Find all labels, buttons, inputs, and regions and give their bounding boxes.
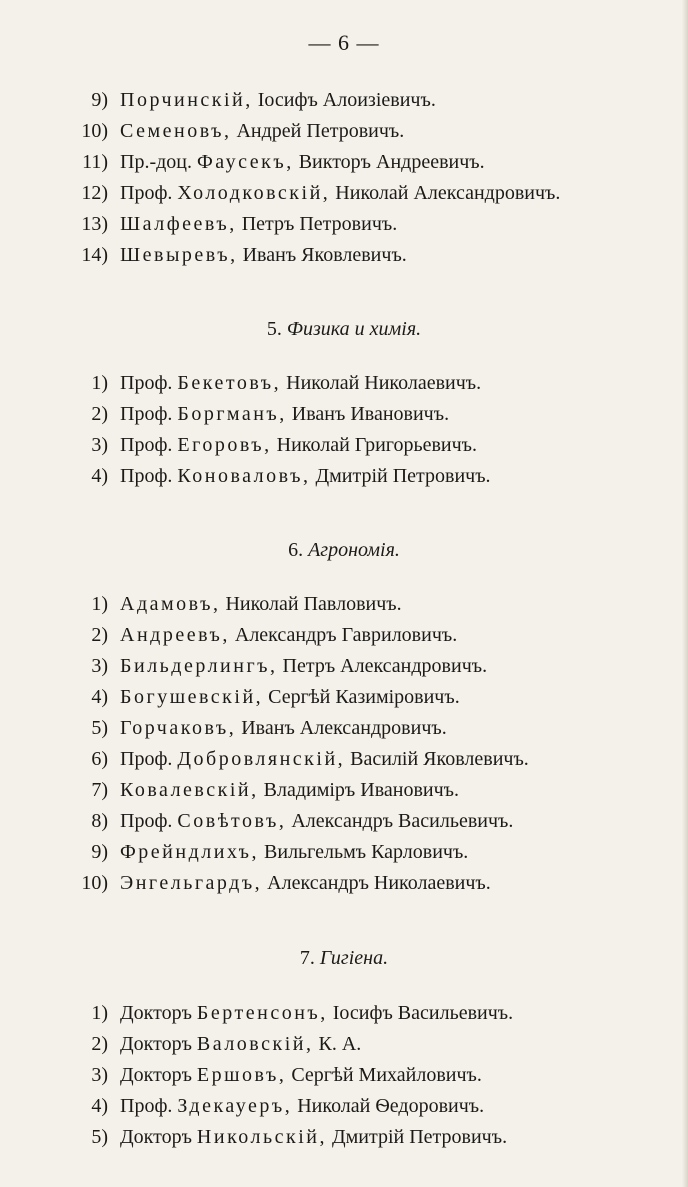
list-item: 11) Пр.-доц. Фаусекъ, Викторъ Андреевичъ. <box>82 151 485 173</box>
list-item: 5) Горчаковъ, Иванъ Александровичъ. <box>91 717 447 739</box>
list-item: 4) Проф. Здекауеръ, Николай Ѳедоровичъ. <box>91 1095 485 1117</box>
list-item: 13) Шалфеевъ, Петръ Петровичъ. <box>81 213 398 235</box>
list-item: 12) Проф. Холодковскій, Николай Александровичъ. <box>81 182 561 204</box>
list-item: 5) Докторъ Никольскій, Дмитрій Петровичъ. <box>91 1126 508 1148</box>
list-item: 3) Докторъ Ершовъ, Сергѣй Михайловичъ. <box>91 1064 482 1086</box>
list-item: 8) Проф. Совѣтовъ, Александръ Васильевичъ. <box>91 810 514 832</box>
section-heading: 6. Агрономія. <box>288 539 400 561</box>
list-item: 2) Докторъ Валовскій, К. А. <box>91 1033 362 1055</box>
page-edge <box>682 0 688 1187</box>
list-item: 1) Докторъ Бертенсонъ, Іосифъ Васильевичъ. <box>91 1002 514 1024</box>
list-item: 2) Проф. Боргманъ, Иванъ Ивановичъ. <box>91 403 450 425</box>
section-heading: 5. Физика и химія. <box>266 318 422 340</box>
list-item: 10) Семеновъ, Андрей Петровичъ. <box>81 120 405 142</box>
list-item: 9) Фрейндлихъ, Вильгельмъ Карловичъ. <box>91 841 469 863</box>
list-item: 4) Богушевскій, Сергѣй Казиміровичъ. <box>91 686 460 708</box>
list-item: 14) Шевыревъ, Иванъ Яковлевичъ. <box>81 244 407 266</box>
page-number: — 6 — <box>308 30 380 55</box>
list-item: 9) Порчинскій, Іосифъ Алоизіевичъ. <box>91 89 436 111</box>
list-item: 1) Адамовъ, Николай Павловичъ. <box>91 593 402 615</box>
list-item: 10) Энгельгардъ, Александръ Николаевичъ. <box>81 872 491 894</box>
list-item: 1) Проф. Бекетовъ, Николай Николаевичъ. <box>91 372 482 394</box>
list-item: 3) Бильдерлингъ, Петръ Александровичъ. <box>91 655 488 677</box>
list-item: 4) Проф. Коноваловъ, Дмитрій Петровичъ. <box>91 465 491 487</box>
list-item: 3) Проф. Егоровъ, Николай Григорьевичъ. <box>91 434 478 456</box>
list-item: 2) Андреевъ, Александръ Гавриловичъ. <box>91 624 458 646</box>
list-item: 6) Проф. Добровлянскій, Василій Яковлевичъ. <box>91 748 529 770</box>
section-heading: 7. Гигіена. <box>299 947 389 969</box>
list-item: 7) Ковалевскій, Владиміръ Ивановичъ. <box>91 779 460 801</box>
